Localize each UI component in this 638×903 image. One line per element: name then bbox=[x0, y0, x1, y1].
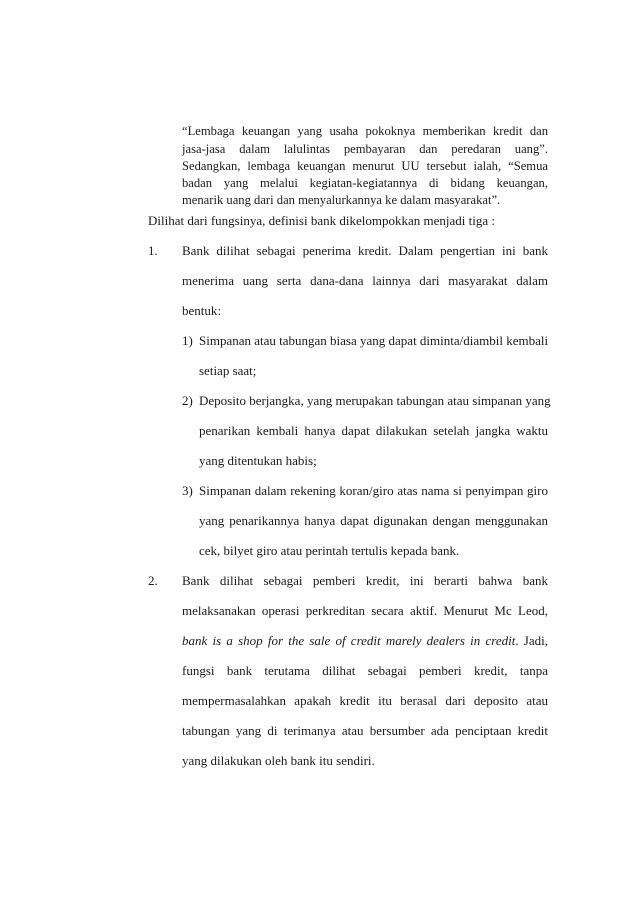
list-marker: 1. bbox=[148, 243, 158, 258]
quote-line: menarik uang dari dan menyalurkannya ke dalam masyarakat”. bbox=[182, 193, 501, 207]
quote-line: Sedangkan, lembaga keuangan menurut UU tersebut ialah, “Semua bbox=[182, 159, 548, 173]
quote-line: “Lembaga keuangan yang usaha pokoknya memberikan kredit dan bbox=[182, 124, 548, 138]
intro-paragraph: Dilihat dari fungsinya, definisi bank dikelompokkan menjadi tiga : bbox=[148, 213, 495, 228]
quote-line: jasa-jasa dalam lalulintas pembayaran dan peredaran uang”. bbox=[182, 142, 548, 156]
list-item-line-with-quote bbox=[182, 633, 548, 649]
list-marker: 2. bbox=[148, 573, 158, 588]
sublist-marker: 3) bbox=[182, 483, 193, 498]
list-item-line: tabungan yang di terimanya atau bersumber ada penciptaan kredit bbox=[182, 723, 548, 738]
sublist-item-line: setiap saat; bbox=[199, 363, 257, 378]
sublist-item-line: Simpanan dalam rekening koran/giro atas nama si penyimpan giro bbox=[199, 483, 548, 498]
list-item-line: bentuk: bbox=[182, 303, 221, 318]
list-item-line: Bank dilihat sebagai penerima kredit. Dalam pengertian ini bank bbox=[182, 243, 548, 258]
italic-quote: bank is a shop for the sale of credit marely dealers in credit bbox=[182, 633, 516, 648]
list-item-line: fungsi bank terutama dilihat sebagai pemberi kredit, tanpa bbox=[182, 663, 548, 678]
list-item-line: melaksanakan operasi perkreditan secara aktif. Menurut Mc Leod, bbox=[182, 603, 548, 618]
sublist-marker: 1) bbox=[182, 333, 193, 348]
list-item-line: Bank dilihat sebagai pemberi kredit, ini berarti bahwa bank bbox=[182, 573, 548, 588]
sublist-item-line: Deposito berjangka, yang merupakan tabungan atau simpanan yang bbox=[199, 393, 551, 408]
list-item-line: menerima uang serta dana-dana lainnya dari masyarakat dalam bbox=[182, 273, 548, 288]
sublist-marker: 2) bbox=[182, 393, 193, 408]
quote-line: badan yang melalui kegiatan-kegiatannya di bidang keuangan, bbox=[182, 176, 548, 190]
sublist-item-line: cek, bilyet giro atau perintah tertulis kepada bank. bbox=[199, 543, 460, 558]
sublist-item-line: penarikan kembali hanya dapat dilakukan setelah jangka waktu bbox=[199, 423, 548, 438]
list-item-line: mempermasalahkan apakah kredit itu berasal dari deposito atau bbox=[182, 693, 548, 708]
quote-continuation: . Jadi, bbox=[515, 633, 548, 648]
sublist-item-line: yang penarikannya hanya dapat digunakan dengan menggunakan bbox=[199, 513, 548, 528]
sublist-item-line: yang ditentukan habis; bbox=[199, 453, 317, 468]
list-item-line: yang dilakukan oleh bank itu sendiri. bbox=[182, 753, 375, 768]
sublist-item-line: Simpanan atau tabungan biasa yang dapat diminta/diambil kembali bbox=[199, 333, 549, 348]
